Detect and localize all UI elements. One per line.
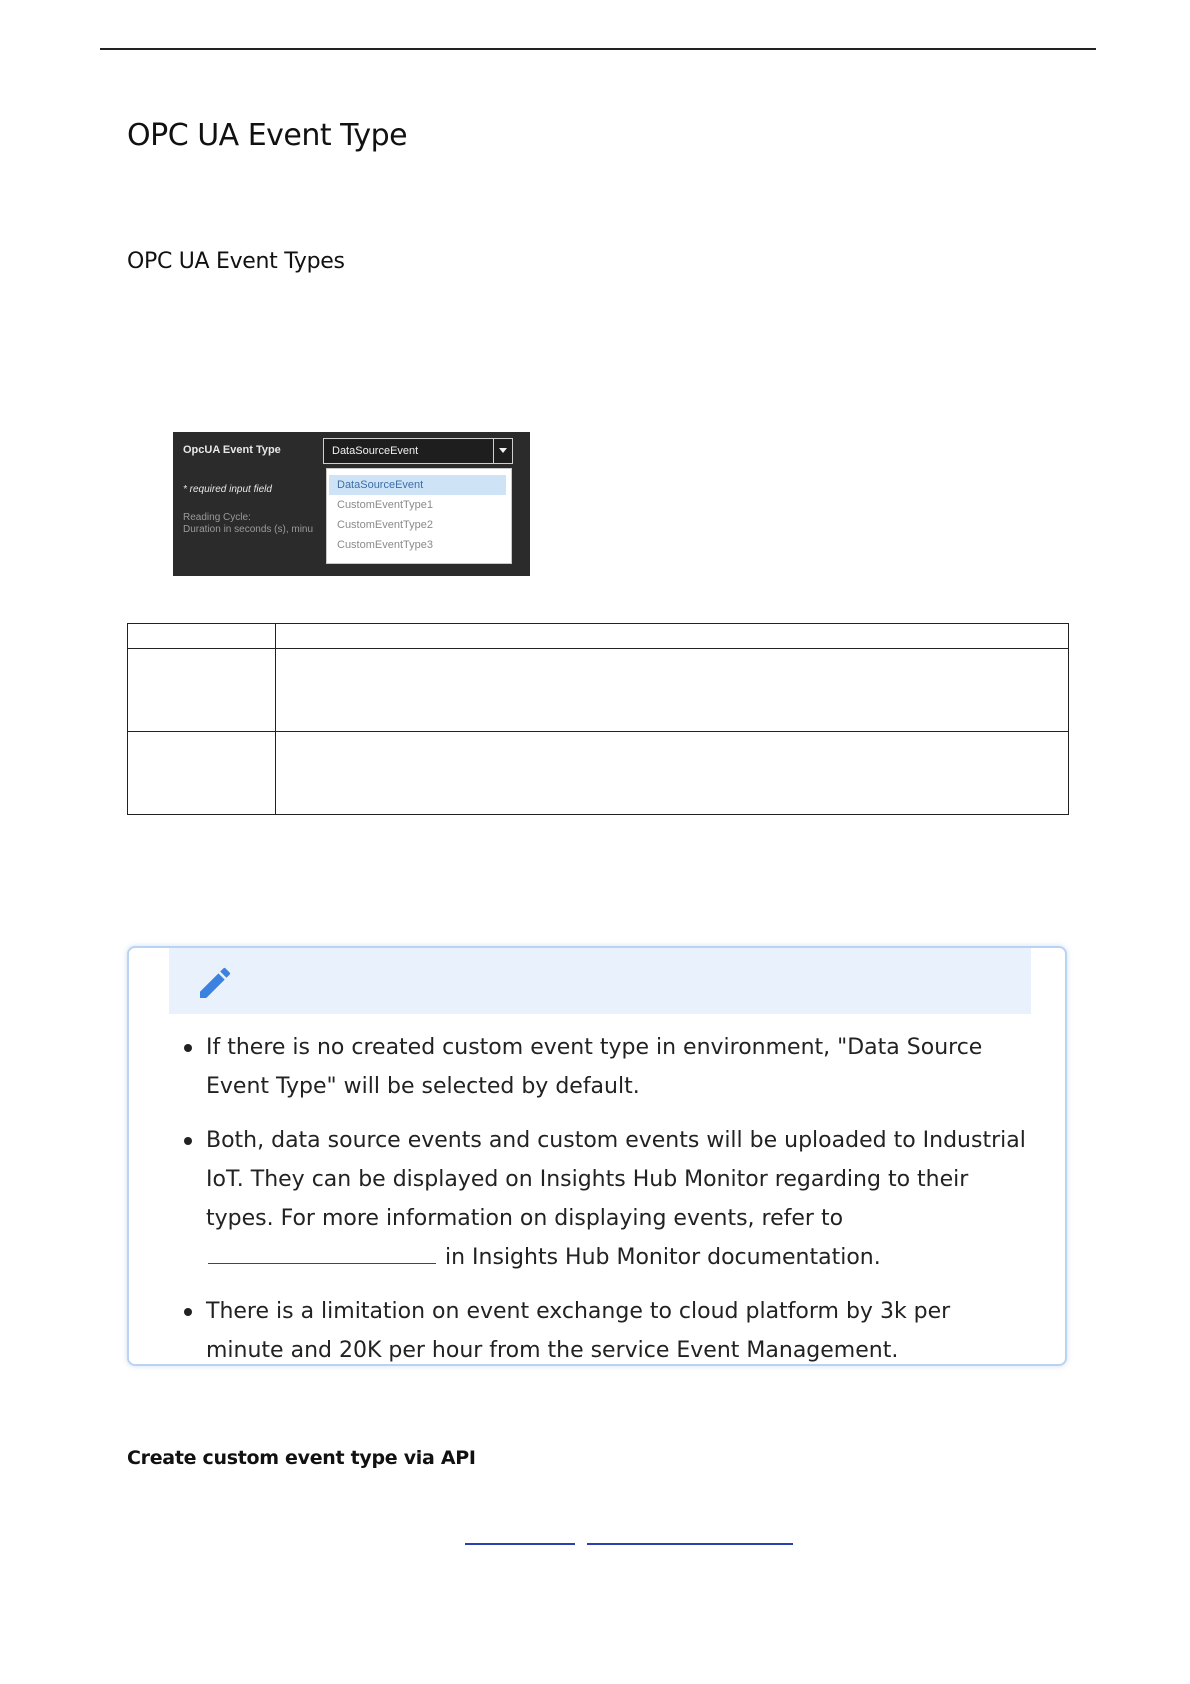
section-subtitle: OPC UA Event Types	[127, 249, 345, 274]
table-row	[128, 732, 1069, 815]
table-cell	[128, 624, 276, 649]
option-customeventtype3[interactable]: CustomEventType3	[337, 539, 433, 551]
doc-link[interactable]	[208, 1239, 436, 1264]
event-type-select[interactable]	[323, 438, 513, 464]
table-header-row	[128, 624, 1069, 649]
option-customeventtype1[interactable]: CustomEventType1	[337, 499, 433, 511]
event-type-options	[326, 468, 512, 564]
option-datasourceevent[interactable]: DataSourceEvent	[329, 475, 506, 495]
table-row	[128, 649, 1069, 732]
note-item: There is a limitation on event exchange to cloud platform by 3k per minute and 20K per hour from the service Event Management.	[181, 1292, 1026, 1370]
chevron-down-icon[interactable]	[493, 439, 512, 463]
table-cell	[276, 649, 1069, 732]
event-type-select-value: DataSourceEvent	[332, 445, 419, 457]
reading-cycle-text	[183, 512, 323, 536]
note-list	[181, 1028, 1026, 1385]
table-cell	[128, 732, 276, 815]
table-cell	[276, 624, 1069, 649]
reading-cycle-hint: Duration in seconds (s), minu	[183, 524, 314, 535]
table-cell	[276, 732, 1069, 815]
table-cell	[128, 649, 276, 732]
reading-cycle-label: Reading Cycle:	[183, 512, 251, 523]
note-box	[127, 946, 1067, 1366]
event-type-screenshot	[173, 432, 530, 576]
option-customeventtype2[interactable]: CustomEventType2	[337, 519, 433, 531]
api-section-heading: Create custom event type via API	[127, 1447, 476, 1469]
note-item	[181, 1121, 1026, 1277]
api-link-2[interactable]	[587, 1543, 793, 1545]
note-header	[169, 948, 1031, 1014]
api-link-1[interactable]	[465, 1543, 575, 1545]
note-item-text: Both, data source events and custom events will be uploaded to Industrial IoT. They can be displayed on Insights Hub Monitor regarding to their types. For more information on displaying events, refer to	[206, 1128, 1026, 1231]
note-item: If there is no created custom event type in environment, "Data Source Event Type" will be selected by default.	[181, 1028, 1026, 1106]
event-types-table	[127, 623, 1069, 815]
header-rule	[100, 48, 1096, 50]
page-title: OPC UA Event Type	[127, 118, 408, 153]
required-note: * required input field	[183, 484, 272, 495]
note-item-text-end: in Insights Hub Monitor documentation.	[445, 1245, 881, 1270]
event-type-label: OpcUA Event Type	[183, 444, 281, 456]
pencil-icon	[195, 963, 235, 1003]
